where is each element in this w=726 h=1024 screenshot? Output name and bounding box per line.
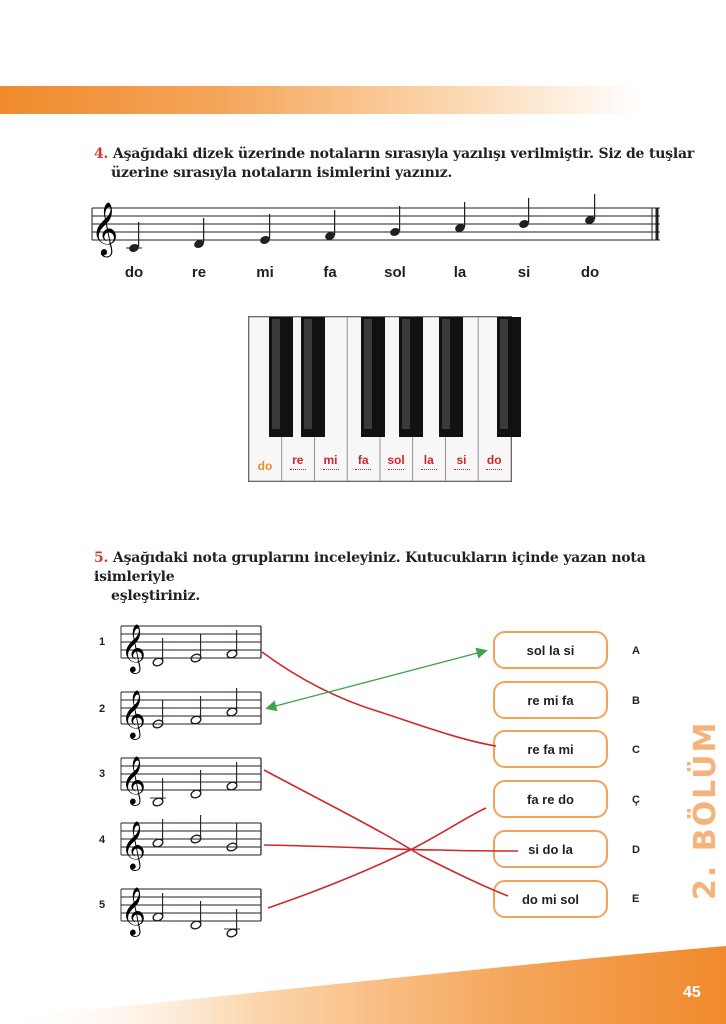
piano-key-label: fa — [357, 453, 369, 467]
question-5-number: 5. — [94, 550, 109, 566]
answer-box-b[interactable]: re mi fa — [493, 681, 608, 719]
piano-key-label: la — [423, 453, 434, 467]
box-letter-e: E — [632, 893, 640, 905]
question-4-number: 4. — [94, 146, 109, 162]
answer-box-cc[interactable]: fa re do — [493, 780, 608, 818]
box-letter-c: C — [632, 744, 640, 756]
note-name-label: do — [580, 264, 600, 281]
piano-key-label: do — [257, 459, 273, 473]
piano-key-label: sol — [387, 453, 405, 467]
piano-key-label: do — [486, 453, 502, 467]
treble-clef-icon: 𝄞 — [121, 623, 146, 672]
treble-clef-icon: 𝄞 — [121, 755, 146, 804]
answer-box-a[interactable]: sol la si — [493, 631, 608, 669]
chapter-side-label: 2. BÖLÜM — [688, 720, 723, 900]
match-line-4 — [264, 845, 518, 851]
box-letter-cc: Ç — [632, 794, 640, 806]
note-name-label: fa — [323, 264, 337, 281]
treble-clef-icon: 𝄞 — [121, 689, 146, 738]
row-number-5: 5 — [99, 899, 106, 911]
box-letter-b: B — [632, 695, 640, 707]
row-number-2: 2 — [99, 703, 106, 715]
row-number-1: 1 — [99, 636, 106, 648]
note-name-label: re — [191, 264, 207, 281]
piano-key-label: si — [456, 453, 467, 467]
row-number-4: 4 — [99, 834, 106, 846]
note-name-label: mi — [256, 264, 274, 281]
note-name-label: sol — [384, 264, 406, 281]
footer-band — [0, 940, 726, 1024]
match-line-5 — [268, 808, 486, 908]
row-number-3: 3 — [99, 768, 106, 780]
page-number: 45 — [683, 984, 701, 1001]
answer-box-c[interactable]: re fa mi — [493, 730, 608, 768]
match-line-2 — [268, 651, 485, 708]
piano-key-label: mi — [323, 453, 338, 467]
question-4-line2: üzerine sırasıyla notaların isimlerini yazınız. — [111, 165, 453, 181]
treble-clef-icon: 𝄞 — [91, 201, 119, 255]
answer-box-d[interactable]: si do la — [493, 830, 608, 868]
question-4-line1: Aşağıdaki dizek üzerinde notaların sırasıyla yazılışı verilmiştir. Siz de tuşlar — [112, 146, 695, 162]
match-line-3 — [264, 770, 508, 896]
box-letter-d: D — [632, 844, 640, 856]
treble-clef-icon: 𝄞 — [121, 820, 146, 869]
box-letter-a: A — [632, 645, 640, 657]
question-5-line1: Aşağıdaki nota gruplarını inceleyiniz. Kutucukların içinde yazan nota isimleriyle — [94, 550, 646, 585]
answer-box-e[interactable]: do mi sol — [493, 880, 608, 918]
treble-clef-icon: 𝄞 — [121, 886, 146, 935]
match-line-1 — [262, 652, 496, 746]
piano-key-label: re — [292, 453, 304, 467]
question-5-line2: eşleştiriniz. — [111, 588, 201, 604]
note-name-label: do — [124, 264, 144, 281]
note-name-label: la — [453, 264, 467, 281]
note-name-label: si — [517, 264, 531, 281]
